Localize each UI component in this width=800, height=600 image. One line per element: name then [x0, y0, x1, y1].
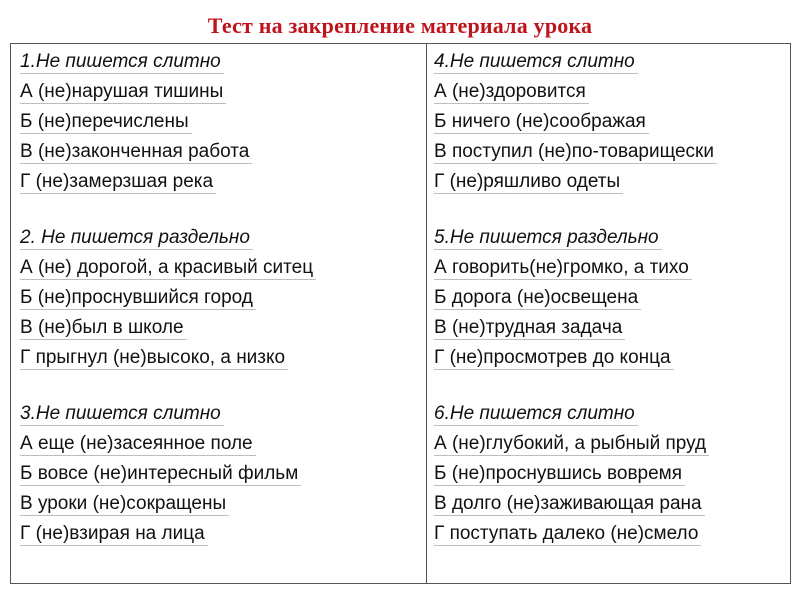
- answer-option: В (не)был в школе: [20, 317, 187, 340]
- question-2: [20, 223, 316, 373]
- answer-option: Г (не)взирая на лица: [20, 523, 208, 546]
- answer-option: В (не)законченная работа: [20, 141, 252, 164]
- answer-option: Б ничего (не)соображая: [434, 111, 649, 134]
- page-title: Тест на закрепление материала урока: [207, 13, 593, 38]
- question-heading: 4.Не пишется слитно: [434, 51, 638, 74]
- question-heading: 5.Не пишется раздельно: [434, 227, 662, 250]
- question-heading: 3.Не пишется слитно: [20, 403, 224, 426]
- question-4: [434, 47, 717, 197]
- answer-option: Б (не)проснувшись вовремя: [434, 463, 685, 486]
- answer-option: А (не)глубокий, а рыбный пруд: [434, 433, 709, 456]
- question-heading: 1.Не пишется слитно: [20, 51, 224, 74]
- left-column: [20, 47, 316, 575]
- answer-option: А (не) дорогой, а красивый ситец: [20, 257, 316, 280]
- question-5: [434, 223, 717, 373]
- right-column: [434, 47, 717, 575]
- answer-option: Г (не)просмотрев до конца: [434, 347, 674, 370]
- answer-option: В (не)трудная задача: [434, 317, 625, 340]
- answer-option: Г поступать далеко (не)смело: [434, 523, 701, 546]
- answer-option: Г прыгнул (не)высоко, а низко: [20, 347, 288, 370]
- answer-option: А (не)нарушая тишины: [20, 81, 226, 104]
- question-heading: 6.Не пишется слитно: [434, 403, 638, 426]
- answer-option: А говорить(не)громко, а тихо: [434, 257, 692, 280]
- question-3: [20, 399, 316, 549]
- answer-option: В долго (не)заживающая рана: [434, 493, 705, 516]
- answer-option: Б вовсе (не)интересный фильм: [20, 463, 301, 486]
- answer-option: Б (не)проснувшийся город: [20, 287, 256, 310]
- question-heading: 2. Не пишется раздельно: [20, 227, 253, 250]
- column-divider: [426, 43, 427, 584]
- answer-option: В уроки (не)сокращены: [20, 493, 229, 516]
- answer-option: Б (не)перечислены: [20, 111, 192, 134]
- answer-option: Г (не)замерзшая река: [20, 171, 216, 194]
- answer-option: Б дорога (не)освещена: [434, 287, 641, 310]
- answer-option: А (не)здоровится: [434, 81, 589, 104]
- question-6: [434, 399, 717, 549]
- answer-option: В поступил (не)по-товарищески: [434, 141, 717, 164]
- answer-option: А еще (не)засеянное поле: [20, 433, 256, 456]
- question-1: [20, 47, 316, 197]
- answer-option: Г (не)ряшливо одеты: [434, 171, 623, 194]
